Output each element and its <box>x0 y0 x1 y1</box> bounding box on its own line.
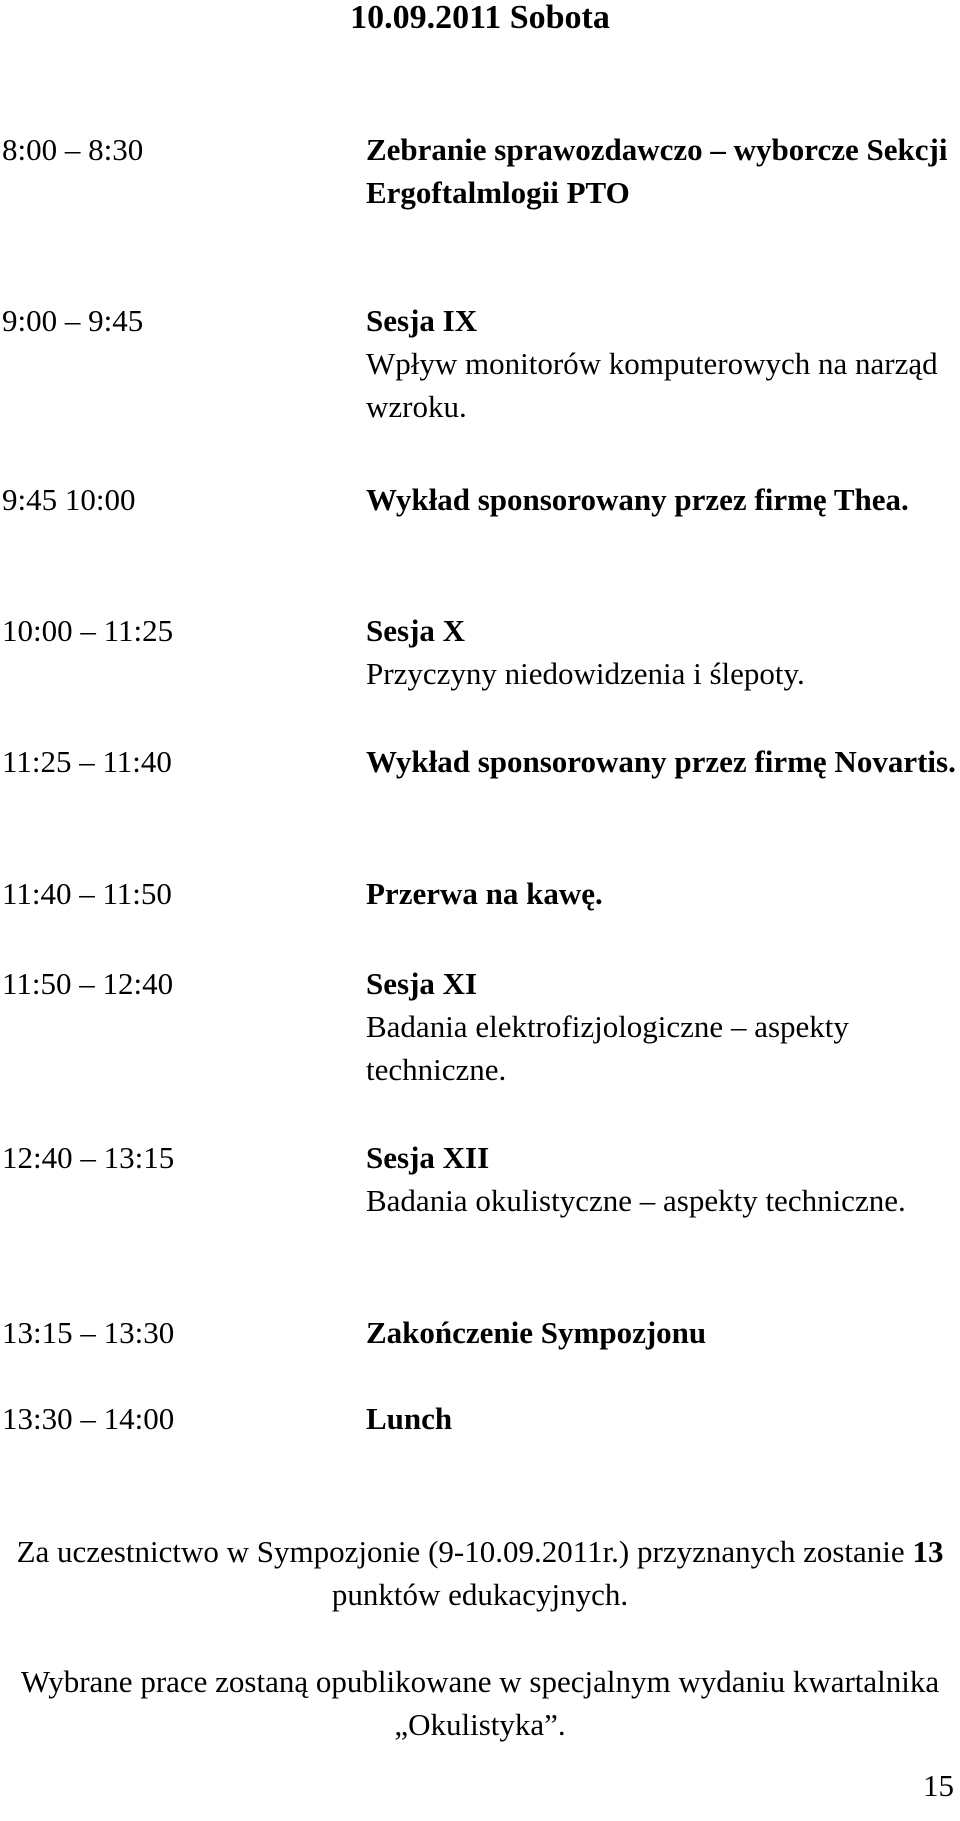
schedule-time: 13:30 – 14:00 <box>2 1401 175 1436</box>
credits-text: Za uczestnictwo w Sympozjonie (9-10.09.2011r.) przyznanych zostanie <box>16 1534 913 1569</box>
schedule-heading: Wykład sponsorowany przez firmę Thea. <box>366 482 909 517</box>
schedule-time: 11:40 – 11:50 <box>2 876 172 911</box>
credits-note <box>0 1530 960 1616</box>
schedule-heading: Wykład sponsorowany przez firmę Novartis. <box>366 744 956 779</box>
session-topic: Przyczyny niedowidzenia i ślepoty. <box>366 656 805 691</box>
schedule-time: 11:25 – 11:40 <box>2 744 172 779</box>
session-title: Sesja IX <box>366 303 478 338</box>
schedule-time: 10:00 – 11:25 <box>2 613 174 648</box>
publication-note: Wybrane prace zostaną opublikowane w specjalnym wydaniu kwartalnika „Okulistyka”. <box>20 1664 940 1742</box>
session-title: Sesja X <box>366 613 466 648</box>
schedule-heading: Przerwa na kawę. <box>366 876 603 911</box>
session-topic: Badania elektrofizjologiczne – aspekty techniczne. <box>366 1009 849 1087</box>
schedule-time: 9:45 10:00 <box>2 482 136 517</box>
session-title: Sesja XII <box>366 1140 490 1175</box>
page-number: 15 <box>923 1768 954 1803</box>
schedule-time: 13:15 – 13:30 <box>2 1315 175 1350</box>
schedule-time: 12:40 – 13:15 <box>2 1140 175 1175</box>
session-topic: Wpływ monitorów komputerowych na narząd wzroku. <box>366 346 938 424</box>
schedule-heading: Zakończenie Sympozjonu <box>366 1315 707 1350</box>
session-topic: Badania okulistyczne – aspekty techniczne. <box>366 1183 906 1218</box>
credits-text-end: punktów edukacyjnych. <box>331 1577 629 1612</box>
session-title: Sesja XI <box>366 966 478 1001</box>
schedule-time: 9:00 – 9:45 <box>2 303 144 338</box>
page-title: 10.09.2011 Sobota <box>350 0 610 36</box>
schedule-time: 8:00 – 8:30 <box>2 132 144 167</box>
schedule-time: 11:50 – 12:40 <box>2 966 174 1001</box>
schedule-heading: Lunch <box>366 1401 453 1436</box>
credits-points: 13 <box>912 1534 944 1569</box>
schedule-heading: Zebranie sprawozdawczo – wyborcze Sekcji Ergoftalmlogii PTO <box>366 132 948 210</box>
